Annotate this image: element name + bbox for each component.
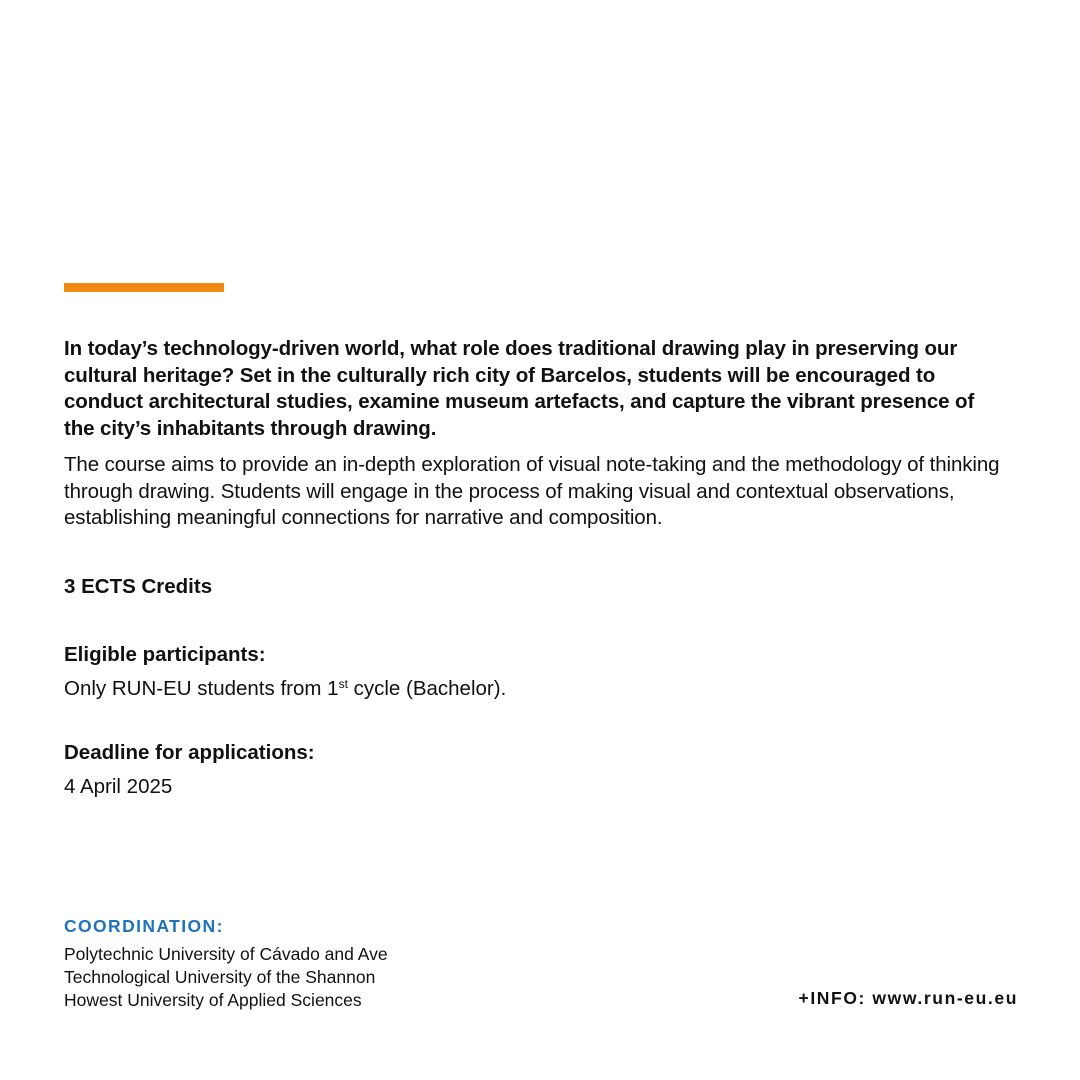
deadline-section (64, 740, 315, 800)
coordination-list (64, 943, 388, 1012)
coordination-institution: Polytechnic University of Cávado and Ave (64, 944, 388, 964)
eligible-value-text-end: cycle (Bachelor). (347, 677, 507, 700)
description-paragraph: The course aims to provide an in-depth exploration of visual note-taking and the methodology of thinking through drawing. Students will engage in the process of making visual and contextual observations, establishing meaningful connections for narrative and composition. (64, 453, 1000, 529)
coordination-title: COORDINATION: (64, 916, 224, 936)
eligible-section (64, 642, 506, 702)
accent-bar (64, 283, 224, 292)
deadline-label: Deadline for applications: (64, 741, 315, 764)
coordination-institution: Howest University of Applied Sciences (64, 990, 362, 1010)
course-description (64, 336, 1009, 532)
eligible-value-superscript: st (338, 677, 348, 691)
info-link[interactable]: +INFO: www.run-eu.eu (798, 988, 1018, 1008)
eligible-label: Eligible participants: (64, 643, 266, 666)
credits-label: 3 ECTS Credits (64, 575, 213, 598)
eligible-value (64, 676, 506, 702)
coordination-institution: Technological University of the Shannon (64, 967, 376, 987)
deadline-value: 4 April 2025 (64, 775, 173, 798)
intro-paragraph: In today’s technology-driven world, what role does traditional drawing play in preserving our cultural heritage? Set in the culturally rich city of Barcelos, students will be encouraged to conduct architectural studies, examine museum artefacts, and capture the vibrant presence of the city’s inhabitants through drawing. (64, 337, 975, 440)
coordination-section (64, 915, 388, 1012)
eligible-value-text: Only RUN-EU students from 1 (64, 677, 339, 700)
